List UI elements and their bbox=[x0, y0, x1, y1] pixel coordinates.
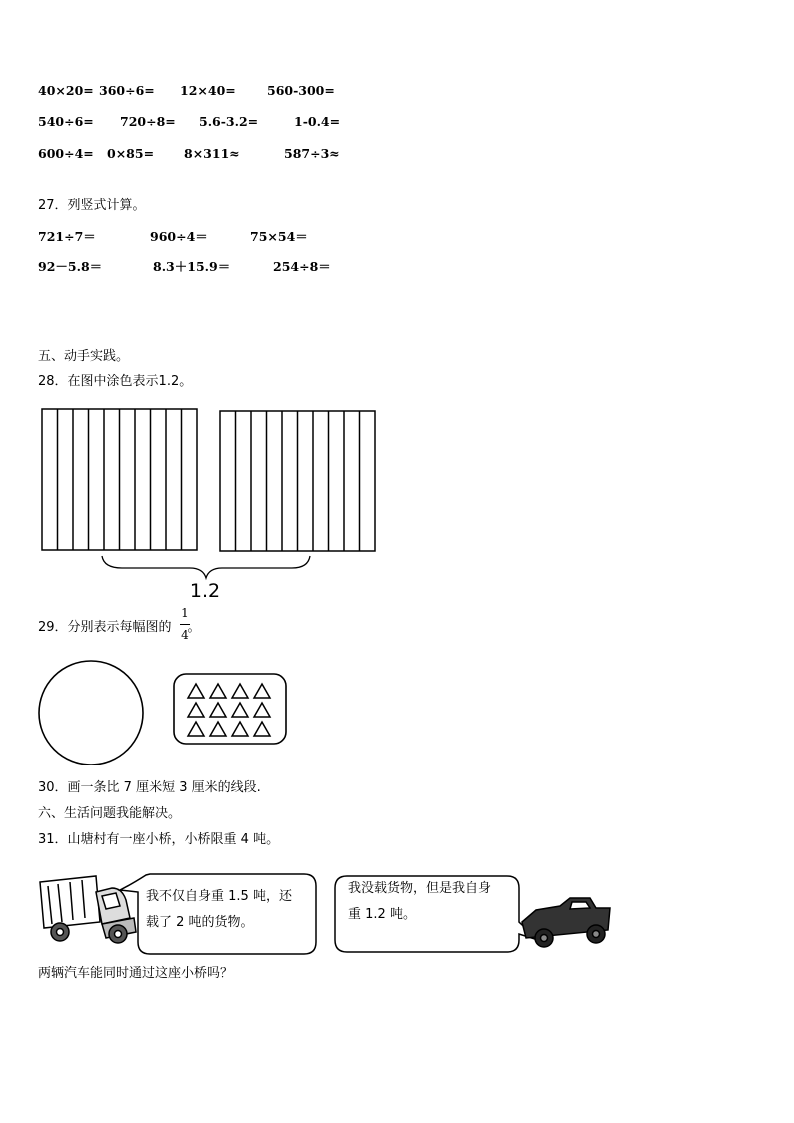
calc-item: 360÷6= bbox=[99, 83, 155, 98]
calc-item: 75×54＝ bbox=[250, 229, 308, 244]
bubble-left-line2: 载了 2 吨的货物。 bbox=[146, 915, 254, 930]
question-27-title: 27．列竖式计算。 bbox=[38, 198, 146, 213]
fraction-bar bbox=[180, 624, 190, 625]
question-29-prefix: 29．分别表示每幅图的 bbox=[38, 620, 172, 635]
calc-item: 92－5.8＝ bbox=[38, 259, 103, 274]
bubble-right-line1: 我没载货物，但是我自身 bbox=[348, 881, 492, 896]
fraction-denominator: 4 bbox=[181, 628, 189, 642]
question-29-title bbox=[38, 620, 201, 636]
bubble-left-line1: 我不仅自身重 1.5 吨，还 bbox=[146, 889, 292, 904]
q31-illustration bbox=[30, 862, 620, 962]
circle-figure bbox=[39, 661, 143, 765]
triangle-grid bbox=[188, 684, 270, 736]
truck-icon bbox=[40, 876, 136, 943]
question-31-prompt: 两辆汽车能同时通过这座小桥吗？ bbox=[38, 966, 234, 981]
calc-item: 0×85= bbox=[107, 146, 155, 161]
calc-item: 960÷4＝ bbox=[150, 229, 208, 244]
calc-item: 254÷8＝ bbox=[273, 259, 331, 274]
fraction-numerator: 1 bbox=[181, 606, 189, 620]
calc-item: 40×20= bbox=[38, 83, 94, 98]
question-30-title: 30．画一条比 7 厘米短 3 厘米的线段. bbox=[38, 780, 261, 795]
brace-label: 1.2 bbox=[189, 580, 221, 602]
calc-item: 600÷4= bbox=[38, 146, 94, 161]
calc-item: 1-0.4= bbox=[294, 114, 341, 129]
calc-item: 5.6-3.2= bbox=[199, 114, 259, 129]
bubble-right-text bbox=[348, 876, 491, 928]
section-5-heading: 五、动手实践。 bbox=[38, 349, 130, 364]
calc-item: 587÷3≈ bbox=[284, 146, 340, 161]
rect-left bbox=[42, 409, 197, 550]
calc-item: 8.3＋15.9＝ bbox=[153, 259, 231, 274]
pickup-truck-icon bbox=[522, 898, 610, 947]
bubble-left-text bbox=[146, 884, 292, 936]
question-31-title: 31．山塘村有一座小桥，小桥限重 4 吨。 bbox=[38, 832, 280, 847]
brace bbox=[102, 556, 310, 578]
calc-item: 560-300= bbox=[267, 83, 335, 98]
calc-item: 8×311≈ bbox=[184, 146, 240, 161]
rect-right bbox=[220, 411, 375, 551]
question-29-suffix: 。 bbox=[187, 620, 201, 635]
calc-item: 12×40= bbox=[180, 83, 236, 98]
strips-figure bbox=[0, 400, 400, 605]
calc-item: 540÷6= bbox=[38, 114, 94, 129]
bubble-right-line2: 重 1.2 吨。 bbox=[348, 907, 416, 922]
question-28-title: 28．在图中涂色表示1.2。 bbox=[38, 374, 193, 389]
section-6-heading: 六、生活问题我能解决。 bbox=[38, 806, 182, 821]
calc-item: 720÷8= bbox=[120, 114, 176, 129]
q29-figures bbox=[30, 660, 300, 765]
calc-item: 721÷7＝ bbox=[38, 229, 96, 244]
